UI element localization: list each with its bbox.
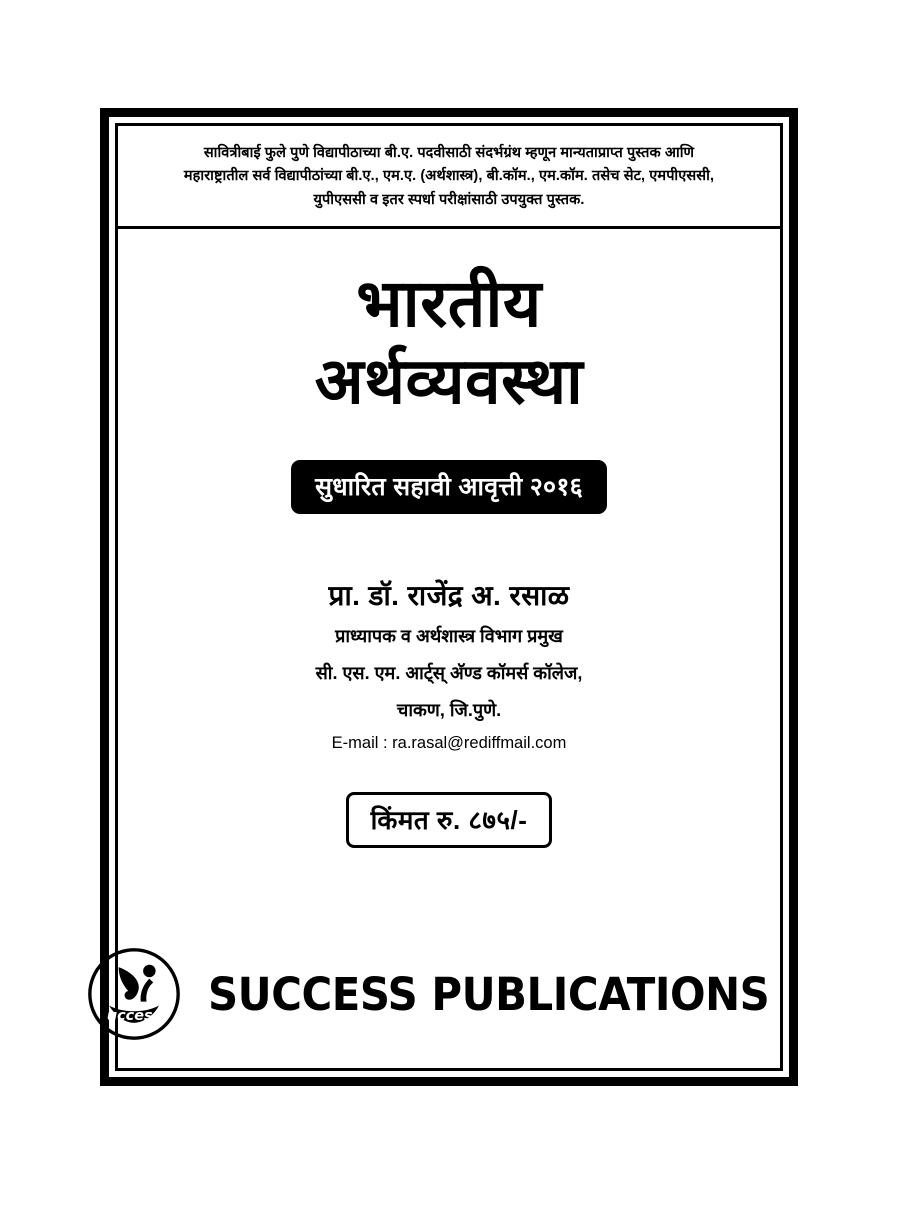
author-designation: प्राध्यापक व अर्थशास्त्र विभाग प्रमुख [335,626,563,647]
cover-outer-border [100,108,798,1086]
cover-inner-border [107,123,783,1071]
author-name: प्रा. डॉ. राजेंद्र अ. रसाळ [328,580,570,612]
book-title [315,265,583,418]
approval-note-box [118,126,780,229]
publisher-row [107,946,780,1042]
approval-note-line-1: सावित्रीबाई फुले पुणे विद्यापीठाच्या बी.ए. पदवीसाठी संदर्भग्रंथ म्हणून मान्यताप्राप्त पुस्तक आणि [203,145,695,161]
approval-note-line-2: महाराष्ट्रातील सर्व विद्यापीठांच्या बी.ए., एम.ए. (अर्थशास्त्र), बी.कॉम., एम.कॉम. तसेच सेट, एमपीएससी, [183,168,715,185]
success-flame-logo-icon [86,946,182,1042]
logo-wordmark: uccess [107,1007,162,1024]
publisher-name: SUCCESS PUBLICATIONS [208,967,770,1021]
price-badge: किंमत रु. ८७५/- [346,792,553,848]
author-email: E-mail : ra.rasal@rediffmail.com [331,733,567,752]
book-title-line-2: अर्थव्यवस्था [314,345,584,417]
book-title-line-1: भारतीय [356,266,542,341]
cover-body [107,229,780,1068]
approval-note-line-3: युपीएससी व इतर स्पर्धा परीक्षांसाठी उपयुक्त पुस्तक. [313,191,585,208]
edition-badge: सुधारित सहावी आवृत्ती २०१६ [291,460,607,514]
author-institute: सी. एस. एम. आर्ट्स् अ‍ॅण्ड कॉमर्स कॉलेज, [315,663,583,684]
author-place: चाकण, जि.पुणे. [396,700,502,721]
